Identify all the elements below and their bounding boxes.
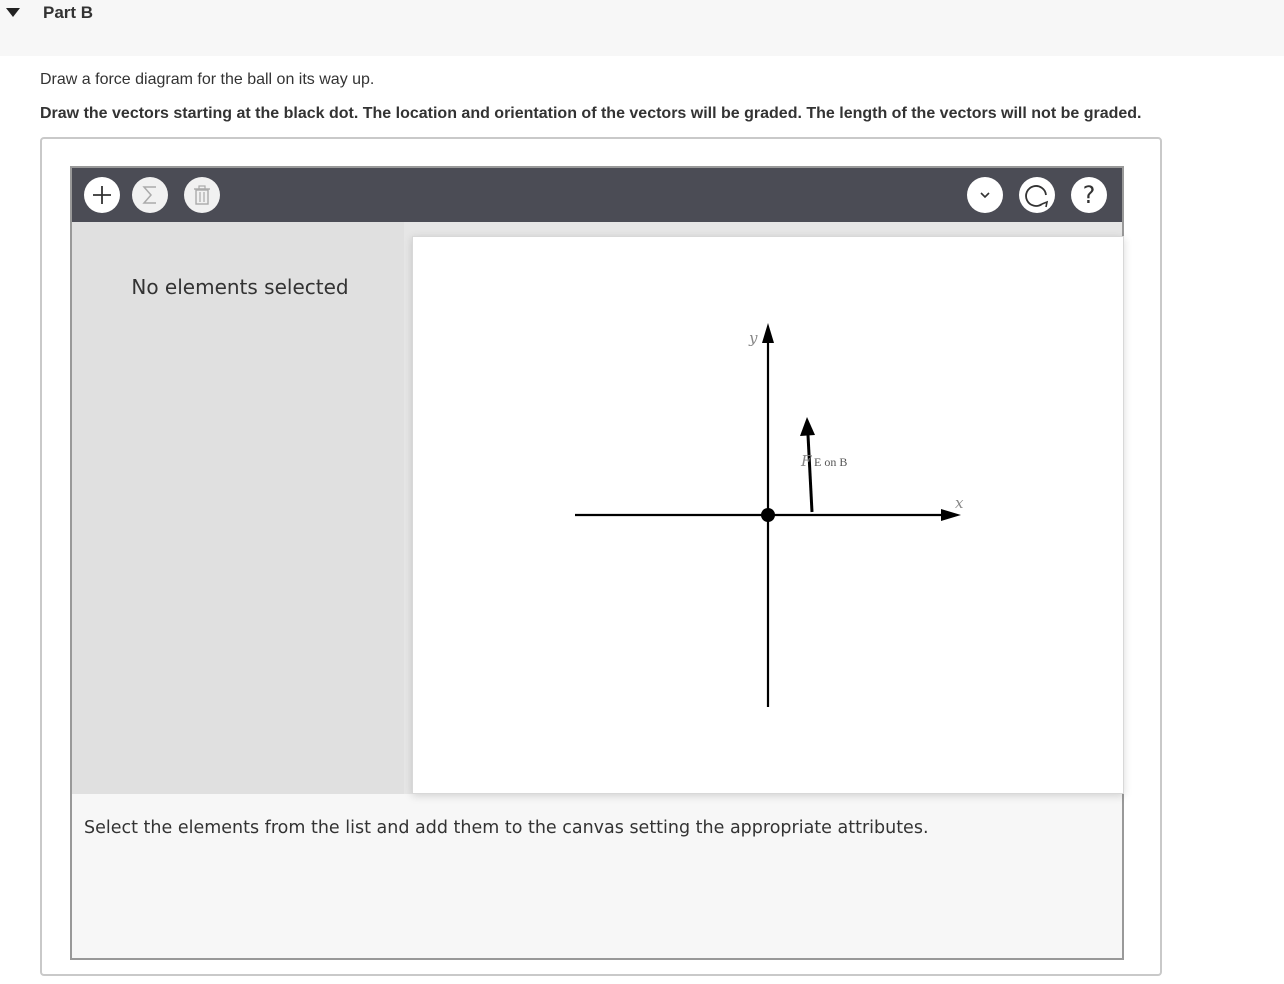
part-header [0, 0, 1284, 56]
svg-text:?: ? [1082, 181, 1096, 209]
trash-icon [191, 184, 213, 206]
question-icon [1077, 181, 1101, 209]
plus-icon [91, 184, 113, 206]
canvas-area [404, 222, 1122, 794]
origin-dot [761, 508, 775, 522]
sum-vectors-button[interactable] [132, 177, 168, 213]
collapse-toggle-icon[interactable] [6, 8, 20, 17]
toolbar [72, 168, 1122, 222]
force-vector-subscript: E on B [814, 455, 848, 469]
y-axis-label: y [749, 329, 758, 347]
force-diagram [413, 237, 1125, 795]
question-prompt: Draw a force diagram for the ball on its way up. [40, 71, 375, 88]
sigma-icon [139, 184, 161, 206]
help-button[interactable] [1071, 177, 1107, 213]
force-vector-arrowhead[interactable] [800, 417, 815, 436]
more-options-button[interactable] [967, 177, 1003, 213]
vector-drawing-tool [70, 166, 1124, 960]
delete-button[interactable] [184, 177, 220, 213]
selection-status: No elements selected [131, 275, 349, 299]
reset-icon [1022, 180, 1052, 210]
grading-instructions: Draw the vectors starting at the black dot. The location and orientation of the vectors will be graded. The length of the vectors will not be graded. [40, 105, 1142, 122]
tool-instructions: Select the elements from the list and add them to the canvas setting the appropriate attributes. [84, 818, 929, 838]
add-element-button[interactable] [84, 177, 120, 213]
drawing-canvas[interactable] [412, 236, 1124, 794]
element-properties-panel [72, 222, 404, 794]
y-axis-arrowhead [762, 323, 774, 343]
force-vector[interactable] [808, 435, 812, 512]
reset-button[interactable] [1019, 177, 1055, 213]
part-title: Part B [43, 3, 94, 22]
chevron-down-icon [977, 187, 993, 203]
force-vector-symbol: F [801, 452, 812, 470]
x-axis-label: x [955, 494, 964, 512]
